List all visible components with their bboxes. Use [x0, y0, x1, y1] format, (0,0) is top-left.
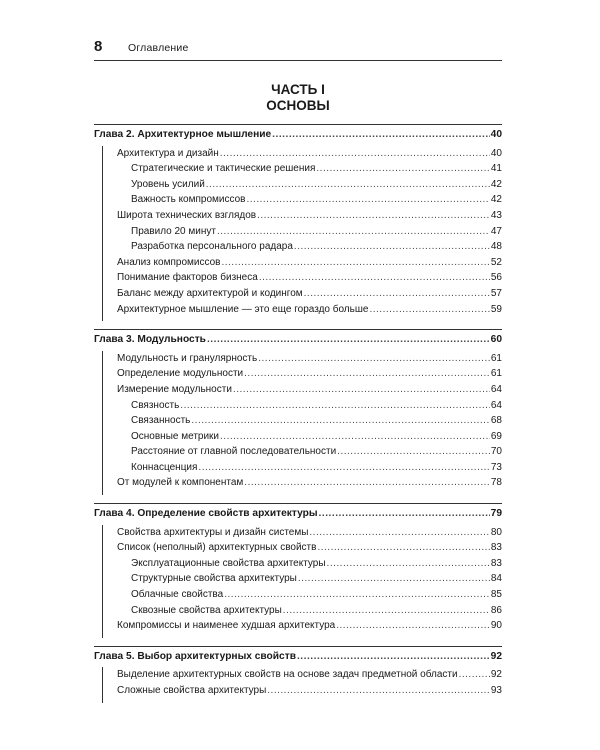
toc-entry[interactable]	[103, 208, 502, 224]
dot-leader	[217, 224, 490, 240]
entry-title: Важность компромиссов	[131, 194, 246, 206]
entry-title: Основные метрики	[131, 430, 220, 442]
entry-page: 85	[490, 589, 502, 601]
toc-subentry[interactable]	[103, 460, 502, 476]
dot-leader	[258, 351, 490, 367]
dot-leader	[221, 255, 489, 271]
toc-subentry[interactable]	[103, 444, 502, 460]
entry-page: 64	[490, 399, 502, 411]
chapter-title: Глава 3. Модульность	[94, 334, 206, 346]
entry-page: 83	[490, 542, 502, 554]
entry-page: 93	[490, 685, 502, 696]
toc-entry[interactable]	[103, 302, 502, 318]
entry-title: Баланс между архитектурой и кодингом	[117, 287, 303, 299]
toc-entry[interactable]	[103, 382, 502, 398]
toc-subentry[interactable]	[103, 587, 502, 603]
entry-title: Определение модульности	[117, 368, 244, 380]
dot-leader	[283, 603, 490, 619]
dot-leader	[369, 302, 489, 318]
toc-chapter-entry[interactable]	[94, 332, 502, 348]
toc-entry[interactable]	[103, 270, 502, 286]
toc-entry[interactable]	[103, 286, 502, 302]
entry-page: 52	[490, 256, 502, 268]
entry-page: 40	[490, 147, 502, 159]
toc-entry[interactable]	[103, 255, 502, 271]
toc-subentry[interactable]	[103, 239, 502, 255]
entry-title: Коннасценция	[131, 461, 198, 473]
dot-leader	[246, 192, 489, 208]
entry-title: Стратегические и тактические решения	[131, 163, 316, 175]
toc-entry[interactable]	[103, 525, 502, 541]
entry-title: Разработка персонального радара	[131, 241, 293, 253]
toc-subentry[interactable]	[103, 429, 502, 445]
toc-entry[interactable]	[103, 146, 502, 162]
toc-subentry[interactable]	[103, 398, 502, 414]
dot-leader	[316, 161, 489, 177]
entry-title: Компромиссы и наименее худшая архитектура	[117, 620, 336, 632]
dot-leader	[224, 587, 490, 603]
toc-entry[interactable]	[103, 540, 502, 556]
entry-page: 70	[490, 446, 502, 458]
dot-leader	[304, 286, 490, 302]
toc-entry[interactable]	[103, 667, 502, 683]
dot-leader	[206, 177, 490, 193]
entry-page: 90	[490, 620, 502, 632]
part-heading	[94, 82, 502, 114]
entry-title: Расстояние от главной последовательности	[131, 446, 337, 458]
entry-page: 92	[490, 669, 502, 681]
entry-title: Архитектурное мышление — это еще гораздо больше	[117, 303, 369, 315]
chapter-page: 79	[490, 508, 502, 520]
dot-leader	[198, 460, 489, 476]
chapter-2-sections	[102, 146, 502, 322]
toc-entry[interactable]	[103, 618, 502, 634]
toc-chapter-entry[interactable]	[94, 127, 502, 143]
entry-title: Связанность	[131, 415, 191, 427]
running-header	[94, 38, 502, 61]
entry-title: Сложные свойства архитектуры	[117, 685, 267, 696]
entry-title: От модулей к компонентам	[117, 477, 244, 489]
entry-page: 73	[490, 461, 502, 473]
entry-page: 83	[490, 557, 502, 569]
chapter-3-sections	[102, 351, 502, 495]
entry-page: 84	[490, 573, 502, 585]
toc-subentry[interactable]	[103, 571, 502, 587]
part-title: ОСНОВЫ	[266, 98, 330, 113]
entry-title: Архитектура и дизайн	[117, 147, 219, 159]
toc-subentry[interactable]	[103, 224, 502, 240]
chapter-5-sections	[102, 667, 502, 702]
dot-leader	[207, 332, 490, 348]
chapter-4	[94, 503, 502, 638]
entry-page: 47	[490, 225, 502, 237]
entry-page: 64	[490, 383, 502, 395]
toc-chapter-entry[interactable]	[94, 649, 502, 665]
dot-leader	[267, 683, 490, 699]
entry-title: Эксплуатационные свойства архитектуры	[131, 557, 326, 569]
entry-page: 48	[490, 241, 502, 253]
toc-subentry[interactable]	[103, 192, 502, 208]
chapter-title: Глава 2. Архитектурное мышление	[94, 129, 272, 140]
chapter-page: 60	[490, 334, 502, 346]
dot-leader	[244, 475, 490, 491]
chapter-title: Глава 4. Определение свойств архитектуры	[94, 508, 318, 520]
entry-page: 61	[490, 368, 502, 380]
entry-title: Модульность и гранулярность	[117, 352, 258, 364]
entry-title: Связность	[131, 399, 180, 411]
entry-title: Список (неполный) архитектурных свойств	[117, 542, 317, 554]
dot-leader	[259, 270, 490, 286]
chapter-4-sections	[102, 525, 502, 638]
entry-page: 56	[490, 272, 502, 284]
dot-leader	[327, 556, 490, 572]
chapter-5	[94, 646, 502, 703]
toc-subentry[interactable]	[103, 177, 502, 193]
entry-page: 68	[490, 415, 502, 427]
entry-page: 43	[490, 209, 502, 221]
dot-leader	[459, 667, 490, 683]
chapter-3	[94, 329, 502, 495]
entry-title: Измерение модульности	[117, 383, 232, 395]
toc-subentry[interactable]	[103, 603, 502, 619]
toc-subentry[interactable]	[103, 161, 502, 177]
running-title: Оглавление	[128, 42, 189, 54]
entry-page: 41	[490, 163, 502, 175]
toc-subentry[interactable]	[103, 413, 502, 429]
part-number: ЧАСТЬ I	[271, 82, 325, 97]
page-number: 8	[94, 38, 103, 55]
dot-leader	[297, 649, 490, 665]
dot-leader	[220, 429, 490, 445]
dot-leader	[257, 208, 490, 224]
dot-leader	[191, 413, 489, 429]
chapter-2	[94, 124, 502, 321]
toc-entry[interactable]	[103, 475, 502, 491]
entry-title: Сквозные свойства архитектуры	[131, 604, 282, 616]
dot-leader	[294, 239, 490, 255]
dot-leader	[180, 398, 490, 414]
toc-entry[interactable]	[103, 366, 502, 382]
dot-leader	[298, 571, 490, 587]
dot-leader	[336, 618, 490, 634]
entry-title: Анализ компромиссов	[117, 256, 221, 268]
entry-page: 80	[490, 526, 502, 538]
entry-title: Структурные свойства архитектуры	[131, 573, 297, 585]
toc-entry[interactable]	[103, 351, 502, 367]
chapter-page: 40	[490, 129, 502, 140]
entry-title: Уровень усилий	[131, 178, 205, 190]
entry-title: Широта технических взглядов	[117, 209, 257, 221]
table-of-contents	[0, 124, 600, 711]
dot-leader	[309, 525, 489, 541]
entry-page: 59	[490, 303, 502, 315]
chapter-title: Глава 5. Выбор архитектурных свойств	[94, 650, 296, 662]
entry-page: 61	[490, 352, 502, 364]
entry-page: 86	[490, 604, 502, 616]
entry-title: Правило 20 минут	[131, 225, 216, 237]
entry-page: 42	[490, 178, 502, 190]
entry-title: Свойства архитектуры и дизайн системы	[117, 526, 309, 538]
entry-page: 42	[490, 194, 502, 206]
entry-title: Понимание факторов бизнеса	[117, 272, 258, 284]
entry-page: 69	[490, 430, 502, 442]
entry-title: Выделение архитектурных свойств на основе задач предметной области	[117, 669, 458, 681]
chapter-page: 92	[490, 650, 502, 662]
dot-leader	[337, 444, 490, 460]
toc-subentry[interactable]	[103, 556, 502, 572]
toc-chapter-entry[interactable]	[94, 506, 502, 522]
dot-leader	[220, 146, 490, 162]
dot-leader	[272, 127, 489, 143]
entry-title: Облачные свойства	[131, 589, 224, 601]
dot-leader	[244, 366, 490, 382]
toc-entry[interactable]	[103, 683, 502, 699]
dot-leader	[317, 540, 489, 556]
dot-leader	[233, 382, 490, 398]
entry-page: 57	[490, 287, 502, 299]
dot-leader	[319, 506, 490, 522]
entry-page: 78	[490, 477, 502, 489]
